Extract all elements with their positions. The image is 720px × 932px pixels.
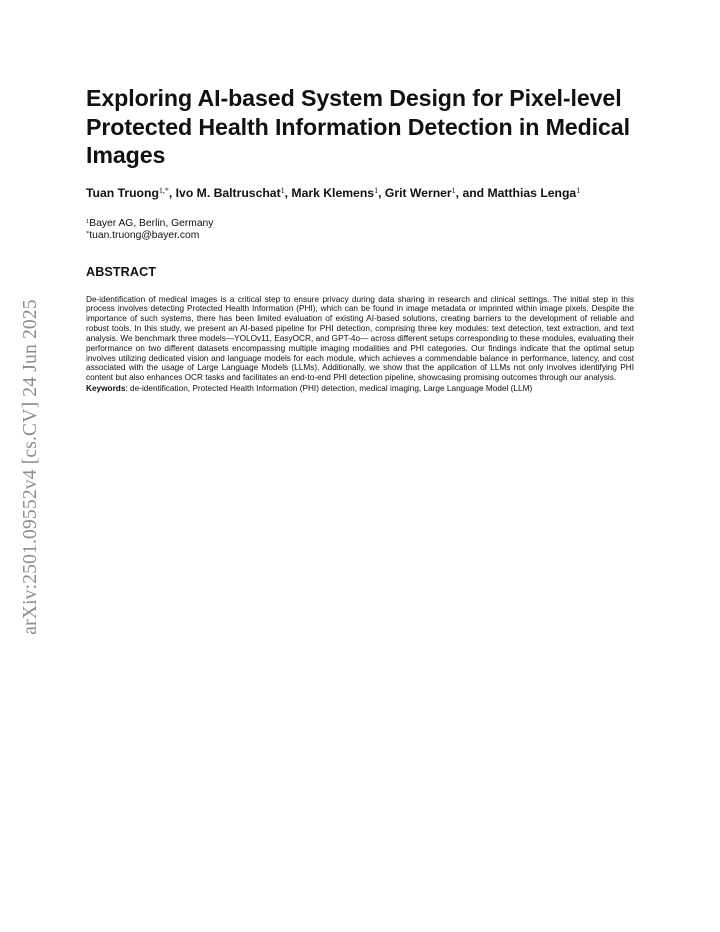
author-separator: , bbox=[284, 185, 292, 200]
arxiv-identifier-margin bbox=[17, 262, 45, 672]
author-separator: , and bbox=[455, 185, 488, 200]
affiliation-mark: * bbox=[86, 230, 90, 237]
paper-content bbox=[86, 84, 634, 394]
author-separator: , bbox=[168, 185, 176, 200]
affiliation-block bbox=[86, 218, 634, 243]
author-separator: , bbox=[378, 185, 385, 200]
author-name: Mark Klemens bbox=[291, 185, 375, 200]
affiliation-line bbox=[86, 218, 634, 231]
author-list bbox=[86, 186, 634, 201]
author-name: Matthias Lenga bbox=[487, 185, 577, 200]
keywords-text: : de-identification, Protected Health Information (PHI) detection, medical imaging, Large Language Model (LLM) bbox=[125, 384, 533, 394]
author-affiliation-mark: 1 bbox=[451, 185, 456, 195]
affiliation-mark: 1 bbox=[86, 217, 90, 225]
author-affiliation-mark: 1 bbox=[576, 185, 581, 195]
abstract-text: De-identification of medical images is a critical step to ensure privacy during data sharing in research and clinical settings. The initial step in this process involves detecting Protected Health Information (PHI), which can be found in image metadata or imprinted within image pixels. Despite the importance of such systems, there has been limited evaluation of existing AI-based solutions, creating barriers to the development of reliable and robust tools. In this study, we present an AI-based pipeline for PHI detection, comprising three key modules: text detection, text extraction, and text analysis. We benchmark three models—YOLOv11, EasyOCR, and GPT-4o— across different setups corresponding to these modules, evaluating their performance on two different datasets encompassing multiple imaging modalities and PHI categories. Our findings indicate that the optimal setup involves utilizing dedicated vision and language models for each module, which achieves a commendable balance in performance, latency, and cost associated with the usage of Large Language Models (LLMs). Additionally, we show that the application of LLMs not only involves identifying PHI content but also enhances OCR tasks and facilitates an end-to-end PHI detection pipeline, showcasing promising outcomes through our analysis. bbox=[86, 294, 634, 383]
keywords-label: Keywords bbox=[86, 384, 126, 394]
affiliation-text: Bayer AG, Berlin, Germany bbox=[89, 217, 214, 229]
contact-email: tuan.truong@bayer.com bbox=[89, 230, 200, 241]
author-affiliation-mark: 1 bbox=[280, 185, 285, 195]
arxiv-identifier-text: arXiv:2501.09552v4 [cs.CV] 24 Jun 2025 bbox=[20, 299, 42, 635]
author-affiliation-mark: 1,* bbox=[158, 185, 169, 195]
author-name: Grit Werner bbox=[384, 185, 452, 200]
author-affiliation-mark: 1 bbox=[374, 185, 379, 195]
author-name: Ivo M. Baltruschat bbox=[175, 185, 281, 200]
contact-email-line bbox=[86, 230, 634, 243]
abstract-heading: ABSTRACT bbox=[86, 264, 157, 279]
paper-title: Exploring AI-based System Design for Pixel-level Protected Health Information Detection in Medical Images bbox=[86, 85, 630, 168]
author-name: Tuan Truong bbox=[86, 185, 159, 200]
keywords-line bbox=[86, 384, 634, 394]
